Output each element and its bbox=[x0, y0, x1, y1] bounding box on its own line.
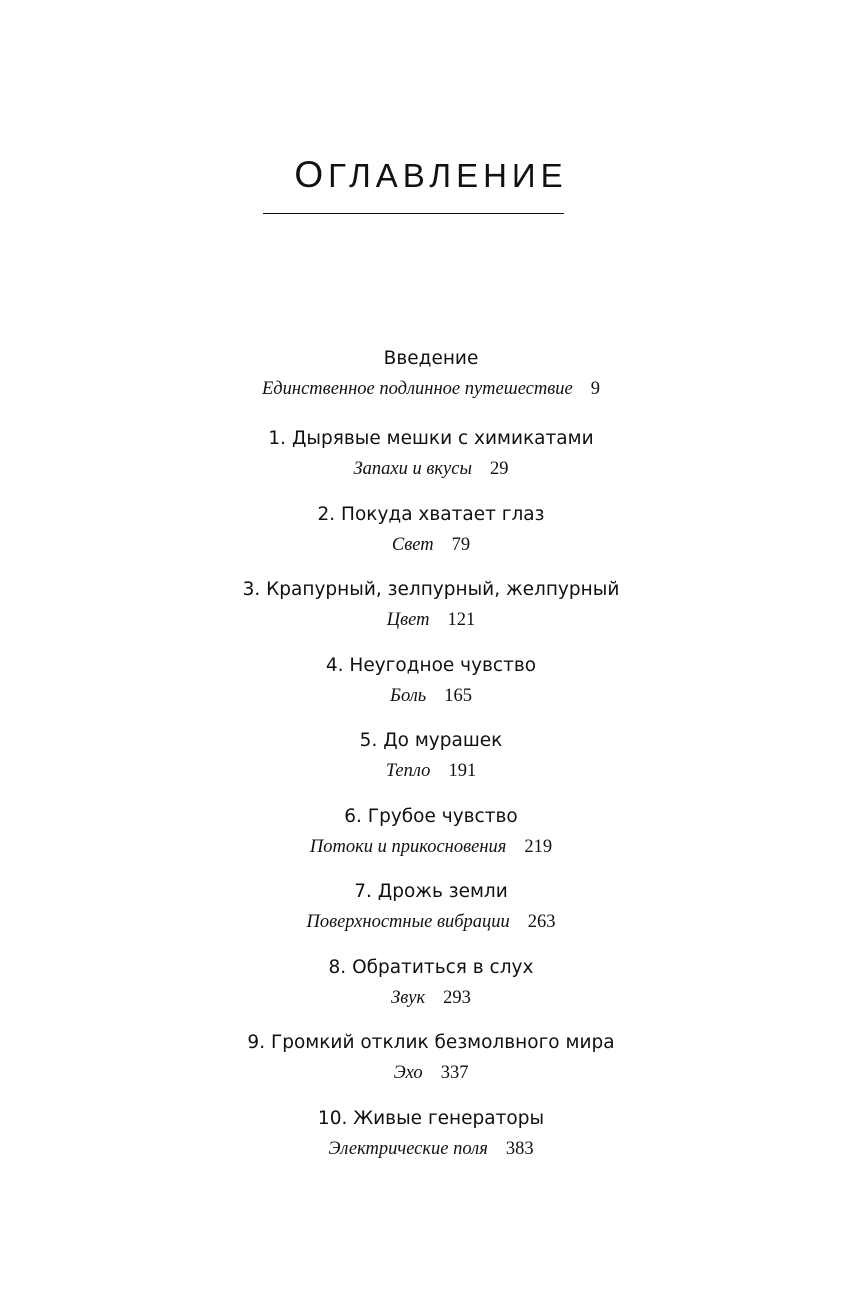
chapter-subtitle: Тепло bbox=[385, 761, 431, 781]
toc-entry bbox=[0, 344, 862, 424]
toc-entry bbox=[0, 575, 862, 651]
page-number: 383 bbox=[505, 1138, 534, 1159]
toc-entry bbox=[0, 1104, 862, 1180]
page-number: 337 bbox=[440, 1063, 469, 1083]
page-number: 263 bbox=[527, 912, 556, 932]
chapter-subtitle: Потоки и прикосновения bbox=[309, 836, 507, 857]
page-number: 29 bbox=[490, 459, 509, 479]
chapter-subtitle: Единственное подлинное путешествие bbox=[262, 379, 573, 399]
chapter-heading: 2. Покуда хватает глаз bbox=[317, 503, 545, 525]
chapter-subline bbox=[0, 907, 862, 937]
chapter-subtitle: Боль bbox=[390, 685, 427, 706]
title-rest: ГЛАВЛЕНИЕ bbox=[328, 157, 568, 194]
chapter-heading: 1. Дырявые мешки с химикатами bbox=[268, 428, 594, 449]
toc-entry bbox=[0, 500, 862, 576]
chapter-heading: 4. Неугодное чувство bbox=[325, 654, 537, 676]
chapter-subline bbox=[0, 1058, 862, 1088]
page-number: 191 bbox=[448, 761, 477, 781]
toc-entry bbox=[0, 877, 862, 953]
title-initial: О bbox=[294, 154, 329, 195]
toc-entry bbox=[0, 1028, 862, 1104]
page-title bbox=[0, 150, 862, 201]
chapter-subtitle: Поверхностные вибрации bbox=[306, 912, 510, 932]
chapter-subline bbox=[0, 530, 862, 560]
chapter-subtitle: Электрические поля bbox=[328, 1138, 488, 1159]
chapter-subtitle: Свет bbox=[391, 534, 434, 555]
table-of-contents bbox=[0, 344, 862, 1179]
chapter-subline bbox=[0, 454, 862, 484]
page-number: 219 bbox=[524, 836, 553, 857]
chapter-subtitle: Цвет bbox=[386, 610, 430, 630]
chapter-heading: 8. Обратиться в слух bbox=[328, 956, 534, 978]
chapter-heading: 7. Дрожь земли bbox=[354, 881, 508, 902]
chapter-heading: 3. Крапурный, зелпурный, желпурный bbox=[242, 579, 620, 600]
page-number: 121 bbox=[447, 610, 476, 630]
toc-entry bbox=[0, 651, 862, 727]
toc-entry bbox=[0, 424, 862, 500]
page-number: 9 bbox=[590, 379, 600, 399]
page-number: 79 bbox=[451, 534, 471, 555]
chapter-subline bbox=[0, 832, 862, 862]
chapter-heading: 5. До мурашек bbox=[359, 730, 503, 751]
chapter-subline bbox=[0, 1134, 862, 1164]
chapter-heading: 9. Громкий отклик безмолвного мира bbox=[247, 1032, 615, 1053]
chapter-subline bbox=[0, 983, 862, 1013]
chapter-subline bbox=[0, 374, 862, 404]
chapter-subline bbox=[0, 605, 862, 635]
page-number: 293 bbox=[443, 987, 471, 1008]
chapter-subtitle: Эхо bbox=[393, 1063, 423, 1083]
chapter-subline bbox=[0, 756, 862, 786]
chapter-subtitle: Звук bbox=[391, 987, 426, 1008]
chapter-subtitle: Запахи и вкусы bbox=[353, 459, 472, 479]
toc-entry bbox=[0, 802, 862, 878]
title-underline bbox=[263, 213, 564, 214]
toc-entry bbox=[0, 953, 862, 1029]
page-number: 165 bbox=[444, 685, 472, 706]
chapter-subline bbox=[0, 681, 862, 711]
toc-entry bbox=[0, 726, 862, 802]
chapter-heading: 6. Грубое чувство bbox=[344, 805, 518, 827]
chapter-heading: 10. Живые генераторы bbox=[317, 1107, 545, 1129]
chapter-heading: Введение bbox=[383, 348, 479, 369]
